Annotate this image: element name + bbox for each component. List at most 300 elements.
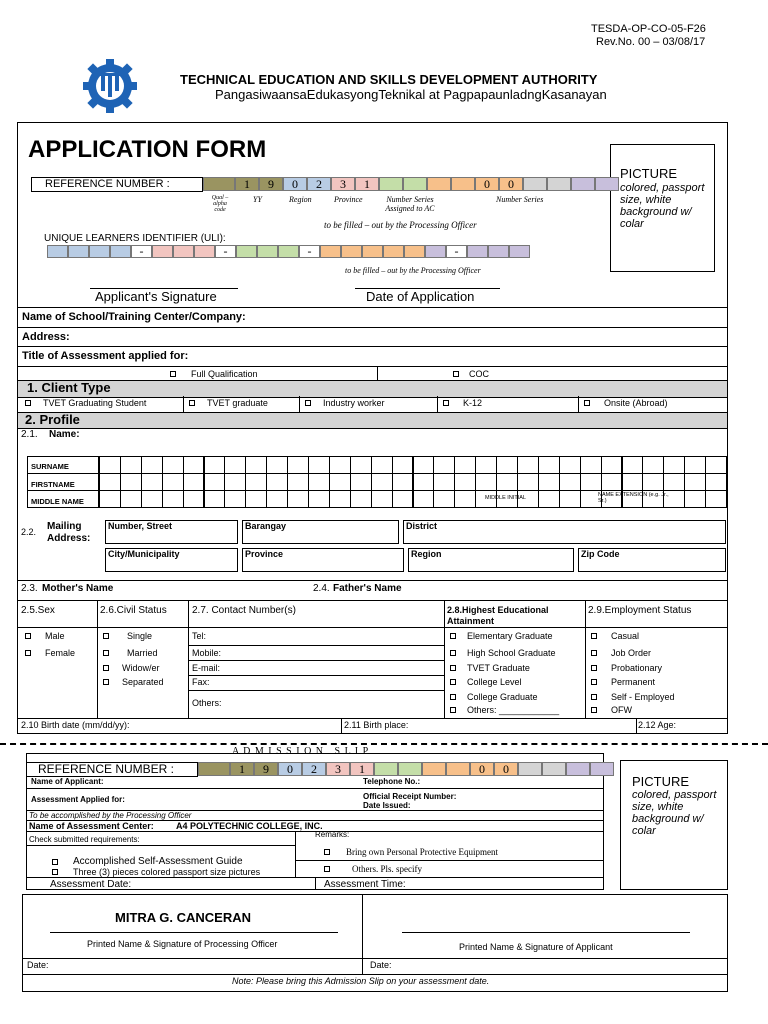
reference-digit-cell[interactable]	[427, 177, 451, 191]
civil-separated-checkbox[interactable]	[103, 679, 109, 685]
edu-elementary-label: Elementary Graduate	[467, 631, 553, 641]
barangay-label: Barangay	[245, 521, 287, 531]
name-letter-cell[interactable]	[433, 456, 455, 474]
reference-digit-cell[interactable]: 3	[326, 762, 350, 776]
revision-number: Rev.No. 00 – 03/08/17	[596, 36, 706, 48]
name-letter-cell[interactable]	[517, 456, 539, 474]
name-letter-cell[interactable]	[350, 473, 372, 491]
divider	[17, 580, 728, 581]
edu-tvet-checkbox[interactable]	[450, 665, 456, 671]
name-letter-cell[interactable]	[705, 490, 727, 508]
tesda-logo	[75, 57, 145, 115]
uli-cell[interactable]	[383, 245, 404, 258]
name-letter-cell[interactable]	[413, 456, 435, 474]
divider	[188, 660, 444, 661]
name-letter-cell[interactable]	[433, 473, 455, 491]
reference-sub-region: Region	[289, 195, 312, 204]
sex-female-checkbox[interactable]	[25, 650, 31, 656]
uli-cell[interactable]	[257, 245, 278, 258]
edu-college-level-label: College Level	[467, 677, 522, 687]
agency-name: TECHNICAL EDUCATION AND SKILLS DEVELOPMENT AUTHORITY	[180, 72, 598, 87]
divider	[17, 307, 728, 308]
slip-applicant-label: Name of Applicant:	[31, 777, 104, 786]
reference-digit-cell[interactable]	[595, 177, 619, 191]
name-letter-cell[interactable]	[622, 473, 644, 491]
divider	[295, 831, 296, 877]
picture-title: PICTURE	[620, 166, 678, 181]
edu-highschool-checkbox[interactable]	[450, 650, 456, 656]
divider	[437, 396, 438, 412]
name-letter-cell[interactable]	[329, 456, 351, 474]
divider	[22, 974, 728, 975]
name-letter-cell[interactable]	[287, 473, 309, 491]
slip-issued-label: Date Issued:	[363, 801, 411, 810]
name-letter-cell[interactable]	[183, 490, 205, 508]
name-letter-cell[interactable]	[99, 473, 121, 491]
name-letter-cell[interactable]	[496, 473, 518, 491]
contact-mobile-label: Mobile:	[192, 648, 222, 658]
name-letter-cell[interactable]	[642, 456, 664, 474]
name-letter-cell[interactable]	[684, 473, 706, 491]
civil-widow-checkbox[interactable]	[103, 665, 109, 671]
divider	[377, 366, 378, 380]
reference-qual-cell[interactable]	[198, 762, 230, 776]
name-letter-cell[interactable]	[413, 473, 435, 491]
emp-ofw-label: OFW	[611, 705, 632, 715]
name-extension-label: NAME EXTENSION (e.g. Jr., Sr.)	[598, 492, 669, 504]
client-tvet-graduate-checkbox[interactable]	[189, 400, 195, 406]
reference-digit-cell[interactable]	[403, 177, 427, 191]
civil-single-checkbox[interactable]	[103, 633, 109, 639]
reference-digit-cell[interactable]: 9	[259, 177, 283, 191]
reference-sub-qual: Qual – alpha code	[211, 195, 229, 213]
name-letter-cell[interactable]	[580, 456, 602, 474]
divider	[315, 877, 316, 890]
uli-cell[interactable]	[362, 245, 383, 258]
reference-sub-province: Province	[334, 195, 363, 204]
civil-separated-label: Separated	[122, 677, 164, 687]
reference-digit-cell[interactable]: 0	[494, 762, 518, 776]
name-letter-cell[interactable]	[120, 456, 142, 474]
client-industry-worker-checkbox[interactable]	[305, 400, 311, 406]
divider	[188, 645, 444, 646]
reference-digit-cell[interactable]: 0	[475, 177, 499, 191]
name-letter-cell[interactable]	[454, 456, 476, 474]
mother-number: 2.3.	[21, 583, 38, 594]
name-letter-cell[interactable]	[245, 456, 267, 474]
slip-remarks-label: Remarks:	[315, 830, 350, 839]
age-label: 2.12 Age:	[638, 720, 677, 730]
reference-digit-cell[interactable]: 1	[350, 762, 374, 776]
reference-digit-cell[interactable]: 2	[307, 177, 331, 191]
divider	[97, 600, 98, 718]
slip-pictures-label: Three (3) pieces colored passport size pictures	[73, 867, 261, 877]
name-letter-cell[interactable]	[433, 490, 455, 508]
slip-assessment-label: Assessment Applied for:	[31, 795, 125, 804]
slip-center-value: A4 POLYTECHNIC COLLEGE, INC.	[176, 821, 323, 831]
divider	[188, 690, 444, 691]
divider	[26, 788, 604, 789]
reference-digit-cell[interactable]: 1	[235, 177, 259, 191]
name-letter-cell[interactable]	[517, 473, 539, 491]
civil-header: 2.6.Civil Status	[100, 605, 167, 616]
slip-others-checkbox[interactable]	[324, 866, 330, 872]
name-letter-cell[interactable]	[538, 490, 560, 508]
father-number: 2.4.	[313, 583, 330, 594]
name-letter-cell[interactable]	[245, 490, 267, 508]
name-letter-cell[interactable]	[329, 490, 351, 508]
name-letter-cell[interactable]	[538, 473, 560, 491]
name-letter-cell[interactable]	[392, 473, 414, 491]
father-name-label: Father's Name	[333, 583, 402, 594]
name-letter-cell[interactable]	[99, 490, 121, 508]
divider	[22, 958, 728, 959]
reference-digit-cell[interactable]: 3	[331, 177, 355, 191]
uli-label: UNIQUE LEARNERS IDENTIFIER (ULI):	[44, 233, 226, 244]
uli-cell[interactable]	[509, 245, 530, 258]
reference-digit-cell[interactable]	[518, 762, 542, 776]
officer-date-label: Date:	[27, 960, 49, 970]
divider	[17, 346, 728, 347]
emp-ofw-checkbox[interactable]	[591, 707, 597, 713]
edu-others-checkbox[interactable]	[450, 707, 456, 713]
name-letter-cell[interactable]	[120, 490, 142, 508]
name-letter-cell[interactable]	[392, 456, 414, 474]
name-letter-cell[interactable]	[684, 490, 706, 508]
divider	[444, 600, 445, 718]
name-letter-cell[interactable]	[141, 456, 163, 474]
uli-cell[interactable]	[467, 245, 488, 258]
name-letter-cell[interactable]	[245, 473, 267, 491]
uli-cell[interactable]	[341, 245, 362, 258]
divider	[188, 600, 189, 718]
name-letter-cell[interactable]	[475, 473, 497, 491]
mailing-label: Mailing Address:	[47, 521, 91, 544]
name-letter-cell[interactable]	[99, 456, 121, 474]
name-letter-cell[interactable]	[371, 490, 393, 508]
name-letter-cell[interactable]	[559, 456, 581, 474]
reference-digit-cell[interactable]: 2	[302, 762, 326, 776]
name-letter-cell[interactable]	[266, 490, 288, 508]
civil-married-checkbox[interactable]	[103, 650, 109, 656]
reference-digit-cell[interactable]	[566, 762, 590, 776]
edu-college-grad-checkbox[interactable]	[450, 694, 456, 700]
divider	[17, 718, 728, 719]
name-letter-cell[interactable]	[705, 473, 727, 491]
client-industry-worker-label: Industry worker	[323, 398, 385, 408]
reference-digit-cell[interactable]	[446, 762, 470, 776]
emp-joborder-checkbox[interactable]	[591, 650, 597, 656]
divider	[295, 860, 604, 861]
uli-cell[interactable]	[89, 245, 110, 258]
contact-others-label: Others:	[192, 698, 222, 708]
coc-checkbox[interactable]	[453, 371, 459, 377]
name-letter-cell[interactable]	[162, 456, 184, 474]
sex-male-checkbox[interactable]	[25, 633, 31, 639]
name-letter-cell[interactable]	[266, 456, 288, 474]
emp-permanent-checkbox[interactable]	[591, 679, 597, 685]
name-letter-cell[interactable]	[663, 473, 685, 491]
name-letter-cell[interactable]	[622, 456, 644, 474]
applicant-slip-signature-label: Printed Name & Signature of Applicant	[459, 942, 613, 952]
name-letter-cell[interactable]	[308, 490, 330, 508]
date-application-label: Date of Application	[366, 289, 475, 304]
name-letter-cell[interactable]	[204, 490, 226, 508]
emp-probationary-checkbox[interactable]	[591, 665, 597, 671]
slip-ppe-label: Bring own Personal Protective Equipment	[346, 847, 498, 857]
divider	[183, 396, 184, 412]
name-letter-cell[interactable]	[183, 473, 205, 491]
edu-elementary-checkbox[interactable]	[450, 633, 456, 639]
district-label: District	[406, 521, 438, 531]
uli-note: to be filled – out by the Processing Officer	[345, 266, 481, 275]
name-letter-cell[interactable]	[538, 456, 560, 474]
sex-female-label: Female	[45, 648, 76, 658]
name-letter-cell[interactable]	[559, 473, 581, 491]
name-letter-cell[interactable]	[580, 473, 602, 491]
client-type-header	[18, 380, 727, 398]
client-k12-checkbox[interactable]	[443, 400, 449, 406]
coc-label: COC	[469, 369, 489, 379]
divider	[26, 845, 295, 846]
slip-check-label: Check submitted requirements:	[29, 835, 140, 844]
client-tvet-graduate-label: TVET graduate	[207, 398, 268, 408]
divider	[636, 718, 637, 734]
name-letter-cell[interactable]	[287, 490, 309, 508]
reference-digit-cell[interactable]: 9	[254, 762, 278, 776]
client-onsite-label: Onsite (Abroad)	[604, 398, 668, 408]
uli-dash-cell: -	[299, 245, 320, 258]
reference-digit-cell[interactable]: 0	[278, 762, 302, 776]
slip-center-label: Name of Assessment Center:	[29, 821, 154, 831]
divider	[17, 366, 728, 367]
profile-header	[18, 412, 727, 429]
civil-single-label: Single	[127, 631, 153, 641]
full-qualification-label: Full Qualification	[191, 369, 258, 379]
client-tvet-graduating-label: TVET Graduating Student	[43, 398, 147, 408]
uli-cell[interactable]	[236, 245, 257, 258]
middle-initial-label: MIDDLE INITIAL	[485, 495, 526, 501]
reference-digit-cell[interactable]: 0	[470, 762, 494, 776]
name-letter-cell[interactable]	[224, 473, 246, 491]
reference-sub-numseries: Number Series	[496, 195, 544, 204]
birthdate-label: 2.10 Birth date (mm/dd/yy):	[21, 720, 130, 730]
uli-cell[interactable]	[278, 245, 299, 258]
firstname-label: FIRSTNAME	[31, 480, 75, 489]
applicant-slip-signature-line	[402, 932, 690, 933]
mailing-number: 2.2.	[21, 527, 37, 537]
uli-cell[interactable]	[425, 245, 446, 258]
name-letter-cell[interactable]	[684, 456, 706, 474]
slip-picture-title: PICTURE	[632, 774, 690, 789]
name-letter-cell[interactable]	[601, 456, 623, 474]
divider	[578, 396, 579, 412]
reference-digit-cell[interactable]	[374, 762, 398, 776]
reference-digit-cell[interactable]	[542, 762, 566, 776]
name-letter-cell[interactable]	[392, 490, 414, 508]
edu-others-label: Others: ____________	[467, 705, 560, 715]
slip-note: Note: Please bring this Admission Slip on your assessment date.	[232, 976, 490, 986]
uli-cell[interactable]	[488, 245, 509, 258]
reference-digit-cell[interactable]	[451, 177, 475, 191]
name-letter-cell[interactable]	[454, 490, 476, 508]
reference-sub-series: Number Series Assigned to AC	[385, 195, 435, 213]
name-letter-cell[interactable]	[266, 473, 288, 491]
name-letter-cell[interactable]	[601, 473, 623, 491]
divider	[17, 600, 728, 601]
reference-qual-cell[interactable]	[203, 177, 235, 191]
edu-college-level-checkbox[interactable]	[450, 679, 456, 685]
uli-cell[interactable]	[173, 245, 194, 258]
client-onsite-checkbox[interactable]	[584, 400, 590, 406]
name-letter-cell[interactable]	[120, 473, 142, 491]
name-label: Name:	[49, 429, 80, 440]
edu-college-grad-label: College Graduate	[467, 692, 538, 702]
name-letter-cell[interactable]	[705, 456, 727, 474]
name-letter-cell[interactable]	[559, 490, 581, 508]
name-letter-cell[interactable]	[287, 456, 309, 474]
name-letter-cell[interactable]	[224, 490, 246, 508]
emp-permanent-label: Permanent	[611, 677, 656, 687]
emp-self-employed-checkbox[interactable]	[591, 694, 597, 700]
name-letter-cell[interactable]	[183, 456, 205, 474]
reference-digit-cell[interactable]	[422, 762, 446, 776]
admission-slip-title: A D M I S S I O N S L I P	[232, 746, 370, 757]
uli-cell[interactable]	[320, 245, 341, 258]
reference-digit-cell[interactable]	[571, 177, 595, 191]
sex-header: 2.5.Sex	[21, 605, 55, 616]
name-letter-cell[interactable]	[162, 490, 184, 508]
divider	[585, 600, 586, 718]
uli-cell[interactable]	[68, 245, 89, 258]
slip-others-label: Others. Pls. specify	[352, 864, 422, 874]
officer-signature-line	[50, 932, 338, 933]
divider	[341, 718, 342, 734]
divider	[17, 627, 728, 628]
reference-digit-cell[interactable]: 0	[499, 177, 523, 191]
contact-tel-label: Tel:	[192, 631, 207, 641]
civil-widow-label: Widow/er	[122, 663, 160, 673]
name-letter-cell[interactable]	[204, 456, 226, 474]
name-letter-cell[interactable]	[475, 456, 497, 474]
slip-receipt-label: Official Receipt Number:	[363, 792, 457, 801]
applicant-date-label: Date:	[370, 960, 392, 970]
slip-assessment-time-label: Assessment Time:	[324, 879, 406, 890]
name-letter-cell[interactable]	[350, 456, 372, 474]
birthplace-label: 2.11 Birth place:	[344, 720, 409, 730]
uli-dash-cell: -	[446, 245, 467, 258]
emp-casual-checkbox[interactable]	[591, 633, 597, 639]
reference-note: to be filled – out by the Processing Officer	[324, 220, 477, 230]
contact-fax-label: Fax:	[192, 677, 210, 687]
name-letter-cell[interactable]	[329, 473, 351, 491]
emp-casual-label: Casual	[611, 631, 640, 641]
civil-married-label: Married	[127, 648, 158, 658]
reference-sub-yy: YY	[253, 195, 262, 204]
slip-po-note: To be accomplished by the Processing Officer	[29, 811, 192, 820]
education-header: 2.8.Highest Educational Attainment	[447, 605, 549, 626]
slip-pictures-checkbox[interactable]	[52, 869, 58, 875]
assessment-title-label: Title of Assessment applied for:	[22, 350, 189, 362]
processing-officer-name: MITRA G. CANCERAN	[115, 910, 252, 925]
slip-picture-desc: colored, passport size, white background w/ colar	[632, 789, 717, 837]
name-letter-cell[interactable]	[496, 456, 518, 474]
name-letter-cell[interactable]	[224, 456, 246, 474]
name-letter-cell[interactable]	[350, 490, 372, 508]
slip-reference-label: REFERENCE NUMBER :	[38, 762, 175, 776]
name-letter-cell[interactable]	[642, 473, 664, 491]
client-k12-label: K-12	[463, 398, 483, 408]
emp-self-employed-label: Self - Employed	[611, 692, 675, 702]
edu-highschool-label: High School Graduate	[467, 648, 556, 658]
name-letter-cell[interactable]	[141, 473, 163, 491]
slip-assessment-date-label: Assessment Date:	[50, 879, 132, 890]
divider	[17, 327, 728, 328]
contact-header: 2.7. Contact Number(s)	[192, 605, 296, 616]
middlename-label: MIDDLE NAME	[31, 497, 84, 506]
uli-cell[interactable]	[152, 245, 173, 258]
name-letter-cell[interactable]	[371, 456, 393, 474]
employment-header: 2.9.Employment Status	[588, 605, 692, 616]
full-qualification-checkbox[interactable]	[170, 371, 176, 377]
contact-email-label: E-mail:	[192, 663, 221, 673]
reference-digit-cell[interactable]: 1	[230, 762, 254, 776]
uli-cell[interactable]	[110, 245, 131, 258]
slip-sag-checkbox[interactable]	[52, 859, 58, 865]
street-label: Number, Street	[108, 521, 173, 531]
officer-signature-label: Printed Name & Signature of Processing Officer	[87, 939, 278, 949]
name-number: 2.1.	[21, 429, 38, 440]
reference-digit-cell[interactable]	[523, 177, 547, 191]
reference-digit-cell[interactable]	[590, 762, 614, 776]
uli-cell[interactable]	[47, 245, 68, 258]
district-field[interactable]	[403, 520, 726, 544]
slip-telephone-label: Telephone No.:	[363, 777, 421, 786]
name-letter-cell[interactable]	[663, 456, 685, 474]
picture-desc: colored, passport size, white background w/ colar	[620, 182, 705, 230]
reference-digit-cell[interactable]: 1	[355, 177, 379, 191]
name-letter-cell[interactable]	[308, 473, 330, 491]
agency-tagalog: PangasiwaansaEdukasyongTeknikal at PagpapaunladngKasanayan	[215, 87, 607, 102]
name-letter-cell[interactable]	[371, 473, 393, 491]
client-tvet-graduating-checkbox[interactable]	[25, 400, 31, 406]
name-letter-cell[interactable]	[162, 473, 184, 491]
uli-cell[interactable]	[194, 245, 215, 258]
reference-digit-cell[interactable]	[398, 762, 422, 776]
slip-ppe-checkbox[interactable]	[324, 849, 330, 855]
name-letter-cell[interactable]	[413, 490, 435, 508]
reference-label: REFERENCE NUMBER :	[45, 178, 170, 190]
reference-digit-cell[interactable]	[379, 177, 403, 191]
divider	[299, 396, 300, 412]
city-label: City/Municipality	[108, 549, 180, 559]
surname-label: SURNAME	[31, 462, 69, 471]
zip-label: Zip Code	[581, 549, 620, 559]
reference-digit-cell[interactable]	[547, 177, 571, 191]
divider	[188, 675, 444, 676]
school-label: Name of School/Training Center/Company:	[22, 311, 246, 323]
client-type-title: 1. Client Type	[27, 380, 111, 395]
name-letter-cell[interactable]	[308, 456, 330, 474]
profile-title: 2. Profile	[25, 412, 80, 427]
name-letter-cell[interactable]	[454, 473, 476, 491]
name-letter-cell[interactable]	[141, 490, 163, 508]
reference-digit-cell[interactable]: 0	[283, 177, 307, 191]
uli-cell[interactable]	[404, 245, 425, 258]
name-letter-cell[interactable]	[204, 473, 226, 491]
divider	[362, 894, 363, 974]
emp-joborder-label: Job Order	[611, 648, 652, 658]
